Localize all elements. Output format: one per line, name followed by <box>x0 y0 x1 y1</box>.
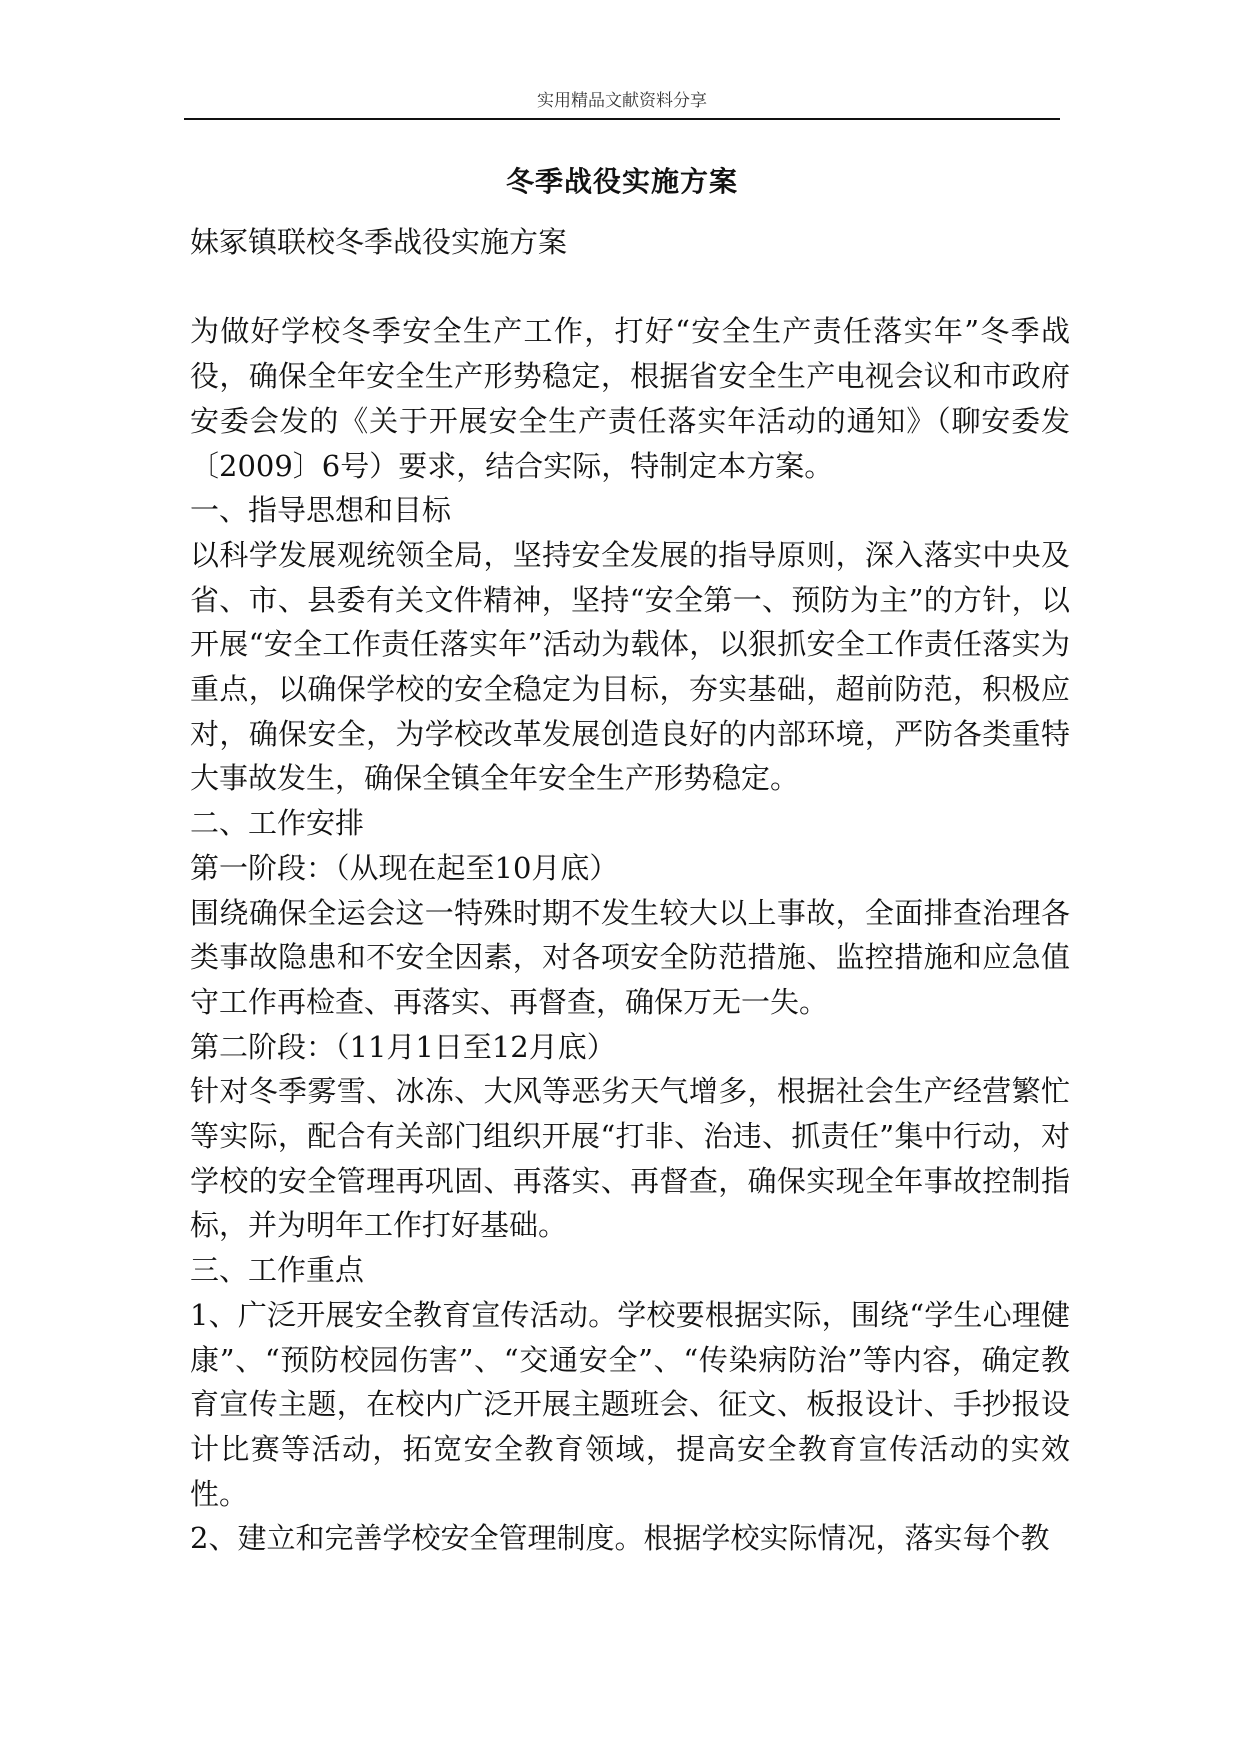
paragraph-point-1: 1、广泛开展安全教育宣传活动。学校要根据实际，围绕“学生心理健康”、“预防校园伤害”、“交通安全”、“传染病防治”等内容，确定教育宣传主题，在校内广泛开展主题班会、征文、板报设计、手抄报设计比赛等活动，拓宽安全教育领域，提高安全教育宣传活动的实效性。 <box>190 1297 1070 1511</box>
section-heading-1: 一、指导思想和目标 <box>190 493 452 528</box>
blank-line <box>190 265 1070 310</box>
document-body <box>190 220 1070 1561</box>
paragraph-stage-one: 围绕确保全运会这一特殊时期不发生较大以上事故，全面排查治理各类事故隐患和不安全因素，对各项安全防范措施、监控措施和应急值守工作再检查、再落实、再督查，确保万无一失。 <box>190 895 1070 1019</box>
header-text: 实用精品文献资料分享 <box>537 91 707 111</box>
document-title: 冬季战役实施方案 <box>505 165 738 198</box>
paragraph-intro: 为做好学校冬季安全生产工作，打好“安全生产责任落实年”冬季战役，确保全年安全生产形势稳定，根据省安全生产电视会议和市政府安委会发的《关于开展安全生产责任落实年活动的通知》（聊安委发〔2009〕6号）要求，结合实际，特制定本方案。 <box>190 314 1070 483</box>
page-header <box>184 88 1060 120</box>
stage-two-heading: 第二阶段：（11月1日至12月底） <box>190 1029 616 1064</box>
paragraph-point-2: 2、建立和完善学校安全管理制度。根据学校实际情况，落实每个教 <box>190 1521 1050 1556</box>
paragraph-stage-two: 针对冬季雾雪、冰冻、大风等恶劣天气增多，根据社会生产经营繁忙等实际，配合有关部门组织开展“打非、治违、抓责任”集中行动，对学校的安全管理再巩固、再落实、再督查，确保实现全年事故控制指标，并为明年工作打好基础。 <box>190 1074 1070 1243</box>
stage-one-heading: 第一阶段：（从现在起至10月底） <box>190 850 619 885</box>
document-subtitle: 妹冢镇联校冬季战役实施方案 <box>190 225 568 259</box>
section-heading-3: 三、工作重点 <box>190 1253 365 1288</box>
paragraph-guiding-idea: 以科学发展观统领全局，坚持安全发展的指导原则，深入落实中央及省、市、县委有关文件精神，坚持“安全第一、预防为主”的方针，以开展“安全工作责任落实年”活动为载体，以狠抓安全工作责任落实为重点，以确保学校的安全稳定为目标，夯实基础，超前防范，积极应对，确保安全，为学校改革发展创造良好的内部环境，严防各类重特大事故发生，确保全镇全年安全生产形势稳定。 <box>190 537 1070 796</box>
section-heading-2: 二、工作安排 <box>190 806 365 841</box>
